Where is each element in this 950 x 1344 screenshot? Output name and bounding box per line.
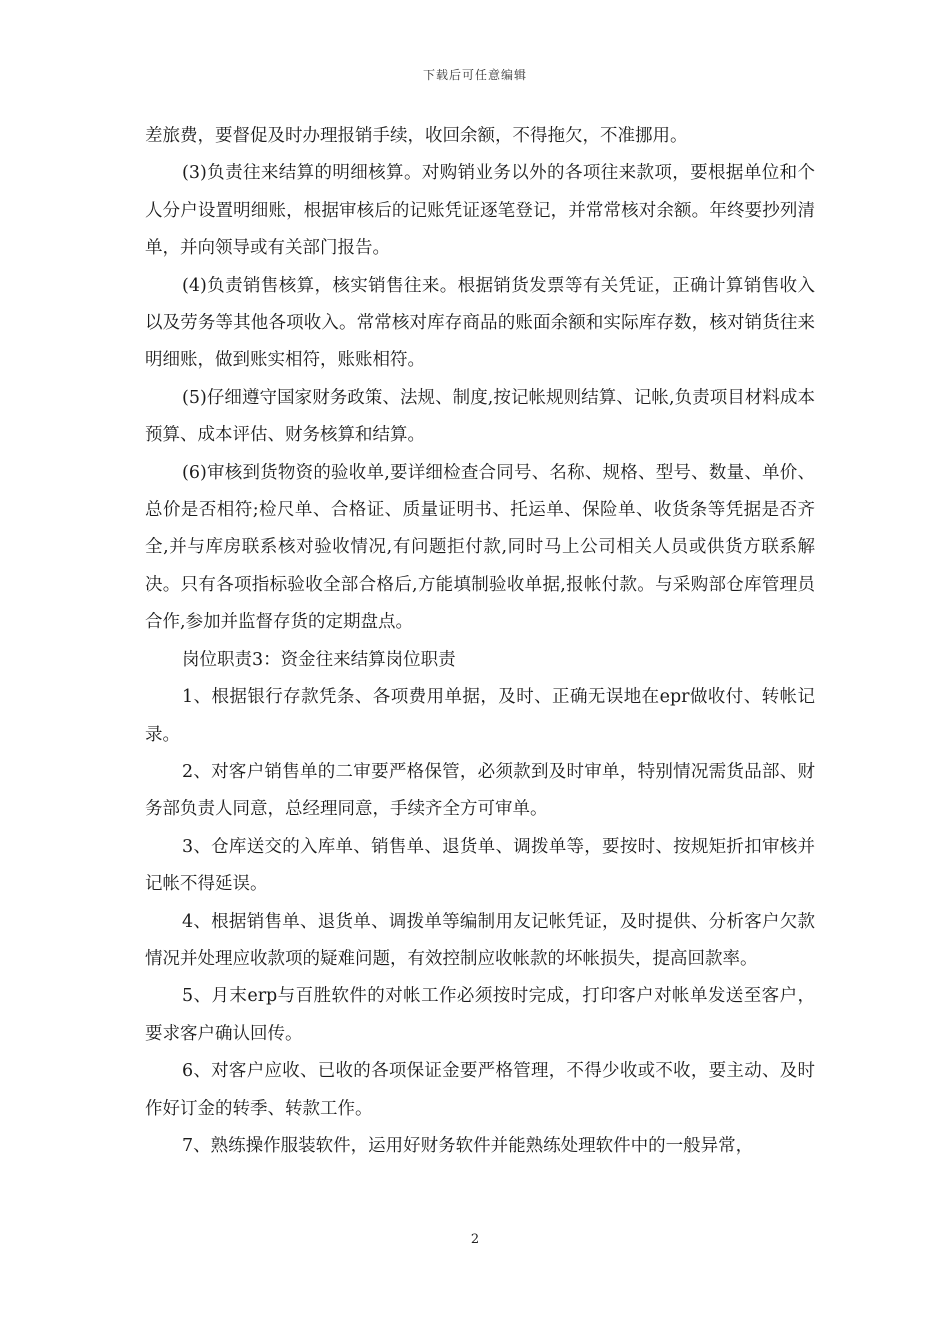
list-item: 5、月末erp与百胜软件的对帐工作必须按时完成，打印客户对帐单发送至客户，要求客户确认回传。 bbox=[145, 986, 815, 1044]
list-item: 3、仓库送交的入库单、销售单、退货单、调拨单等，要按时、按规矩折扣审核并记帐不得延误。 bbox=[145, 836, 815, 895]
list-item: 6、对客户应收、已收的各项保证金要严格管理，不得少收或不收，要主动、及时作好订金的转季、转款工作。 bbox=[145, 1061, 815, 1119]
paragraph: (6)审核到货物资的验收单,要详细检查合同号、名称、规格、型号、数量、单价、总价是否相符;检尺单、合格证、质量证明书、托运单、保险单、收货条等凭据是否齐全,并与库房联系核对验收情况,有问题拒付款,同时马上公司相关人员或供货方联系解决。只有各项指标验收全部合格后,方能填制验收单据,报帐付款。与采购部仓库管理员合作,参加并监督存货的定期盘点。 bbox=[145, 462, 815, 633]
list-item: 1、根据银行存款凭条、各项费用单据，及时、正确无误地在epr做收付、转帐记录。 bbox=[145, 687, 815, 745]
page-number: 2 bbox=[470, 1232, 480, 1247]
page-header-note: 下载后可任意编辑 bbox=[422, 68, 527, 82]
paragraph: (4)负责销售核算，核实销售往来。根据销货发票等有关凭证，正确计算销售收入以及劳务等其他各项收入。常常核对库存商品的账面余额和实际库存数，核对销货往来明细账，做到账实相符，账账相符。 bbox=[145, 275, 815, 371]
paragraph: 差旅费，要督促及时办理报销手续，收回余额，不得拖欠，不准挪用。 bbox=[145, 126, 688, 146]
list-item: 4、根据销售单、退货单、调拨单等编制用友记帐凭证，及时提供、分析客户欠款情况并处理应收款项的疑难问题，有效控制应收帐款的坏帐损失，提高回款率。 bbox=[145, 911, 815, 969]
section-heading: 岗位职责3：资金往来结算岗位职责 bbox=[182, 649, 456, 670]
list-item: 7、熟练操作服装软件，运用好财务软件并能熟练处理软件中的一般异常， bbox=[182, 1135, 754, 1156]
paragraph: (3)负责往来结算的明细核算。对购销业务以外的各项往来款项，要根据单位和个人分户设置明细账，根据审核后的记账凭证逐笔登记，并常常核对余额。年终要抄列清单，并向领导或有关部门报告。 bbox=[145, 163, 815, 259]
document-body bbox=[145, 118, 815, 1165]
list-item: 2、对客户销售单的二审要严格保管，必须款到及时审单，特别情况需货品部、财务部负责人同意，总经理同意，手续齐全方可审单。 bbox=[145, 761, 815, 820]
paragraph: (5)仔细遵守国家财务政策、法规、制度,按记帐规则结算、记帐,负责项目材料成本预算、成本评估、财务核算和结算。 bbox=[145, 387, 815, 446]
